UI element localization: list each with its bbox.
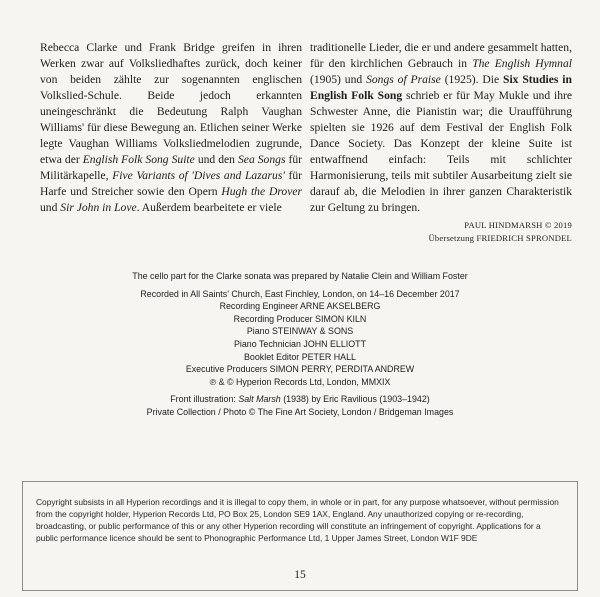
work-title: Hugh the Drover (221, 185, 302, 198)
left-paragraph (40, 40, 302, 216)
author-credit: PAUL HINDMARSH © 2019 (464, 220, 572, 230)
work-title: Five Variants of 'Dives and Lazarus' (112, 169, 285, 182)
text-run: (1925). Die (440, 73, 503, 86)
text-run: traditionelle Lieder, die er und andere gesammelt hatten, für den kirchlichen Gebrauch in (310, 41, 572, 70)
text-run: und den (194, 153, 238, 166)
text-run: schrieb er für May Mukle und ihre Schwester Anne, die Pianistin war; die Uraufführung spielten sie 1926 auf dem Festival der English Folk Dance Society. Das Konzept der kleine Suite ist entwaffnend einfach: Teils mit schlichter Harmonisierung, teils mit subtiler Ausarbeitung zielt sie darauf ab, die Melodien in ihrer ganzen Charakteristik zur Geltung zu bringen. (310, 89, 573, 214)
text-run: (1938) by Eric Ravilious (1903–1942) (280, 394, 430, 405)
text-run: für Militärkapelle, (40, 153, 302, 182)
work-title: Sir John in Love (60, 201, 137, 214)
right-paragraph (310, 40, 572, 216)
image-source-credit: Private Collection / Photo © The Fine Art Society, London / Bridgeman Images (146, 406, 454, 417)
legal-notice-text: Copyright subsists in all Hyperion recordings and it is illegal to copy them, in whole or in part, for any purpose whatsoever, without permission from the copyright holder, Hyperion Records Ltd, PO Box 25, London SE9 1AX, England. Any unauthorized copying or re-recording, broadcasting, or public performance of this or any other Hyperion recording will constitute an infringement of copyright. Applications for a public performance licence should be sent to Phonographic Performance Ltd, 1 Upper James Street, London W1F 9DE (36, 497, 559, 543)
recording-producer: Recording Producer SIMON KILN (233, 313, 367, 324)
text-run: . Außerdem bearbeitete er viele (136, 201, 282, 214)
right-text-column (310, 40, 572, 245)
left-text-column (40, 40, 302, 216)
production-credits (40, 270, 560, 419)
work-title: The English Hymnal (472, 57, 572, 70)
illustration-title: Salt Marsh (238, 394, 281, 405)
copyright-line: ℗ & © Hyperion Records Ltd, London, MMXIX (209, 376, 391, 387)
piano-technician: Piano Technician JOHN ELLIOTT (233, 338, 367, 349)
cello-part-credit: The cello part for the Clarke sonata was prepared by Natalie Clein and William Foster (132, 271, 468, 281)
work-title: English Folk Song Suite (82, 153, 195, 166)
translator-credit: Übersetzung FRIEDRICH SPRONDEL (428, 233, 572, 243)
text-run: für Harfe und Streicher sowie den Opern (40, 169, 302, 198)
page-number: 15 (294, 569, 306, 581)
text-run: Front illustration: (170, 394, 239, 405)
text-run: und (40, 201, 61, 214)
executive-producers: Executive Producers SIMON PERRY, PERDITA ANDREW (185, 364, 415, 375)
text-run: (1905) und (310, 73, 367, 86)
work-title: Sea Songs (238, 153, 286, 166)
front-illustration-credit (40, 393, 560, 406)
booklet-editor: Booklet Editor PETER HALL (244, 351, 356, 362)
work-title: Songs of Praise (366, 73, 441, 86)
recording-location: Recorded in All Saints' Church, East Finchley, London, on 14–16 December 2017 (140, 288, 460, 299)
recording-engineer: Recording Engineer ARNE AKSELBERG (219, 301, 381, 312)
work-title-bold: Six Studies in English Folk Song (310, 73, 572, 102)
text-run: Rebecca Clarke und Frank Bridge greifen in ihren Werken zwar auf Volksliedhaftes zurück, doch keiner von beiden zählte zur sogenannten englischen Volkslied-Schule. Beide jedoch erkannten uneingeschränkt die Bedeutung Ralph Vaughan Williams' für diese Bewegung an. Etlichen seiner Werke legte Vaughan Williams Volksliedmelodien zugrunde, etwa der (40, 41, 302, 166)
piano-credit: Piano STEINWAY & SONS (246, 326, 354, 337)
